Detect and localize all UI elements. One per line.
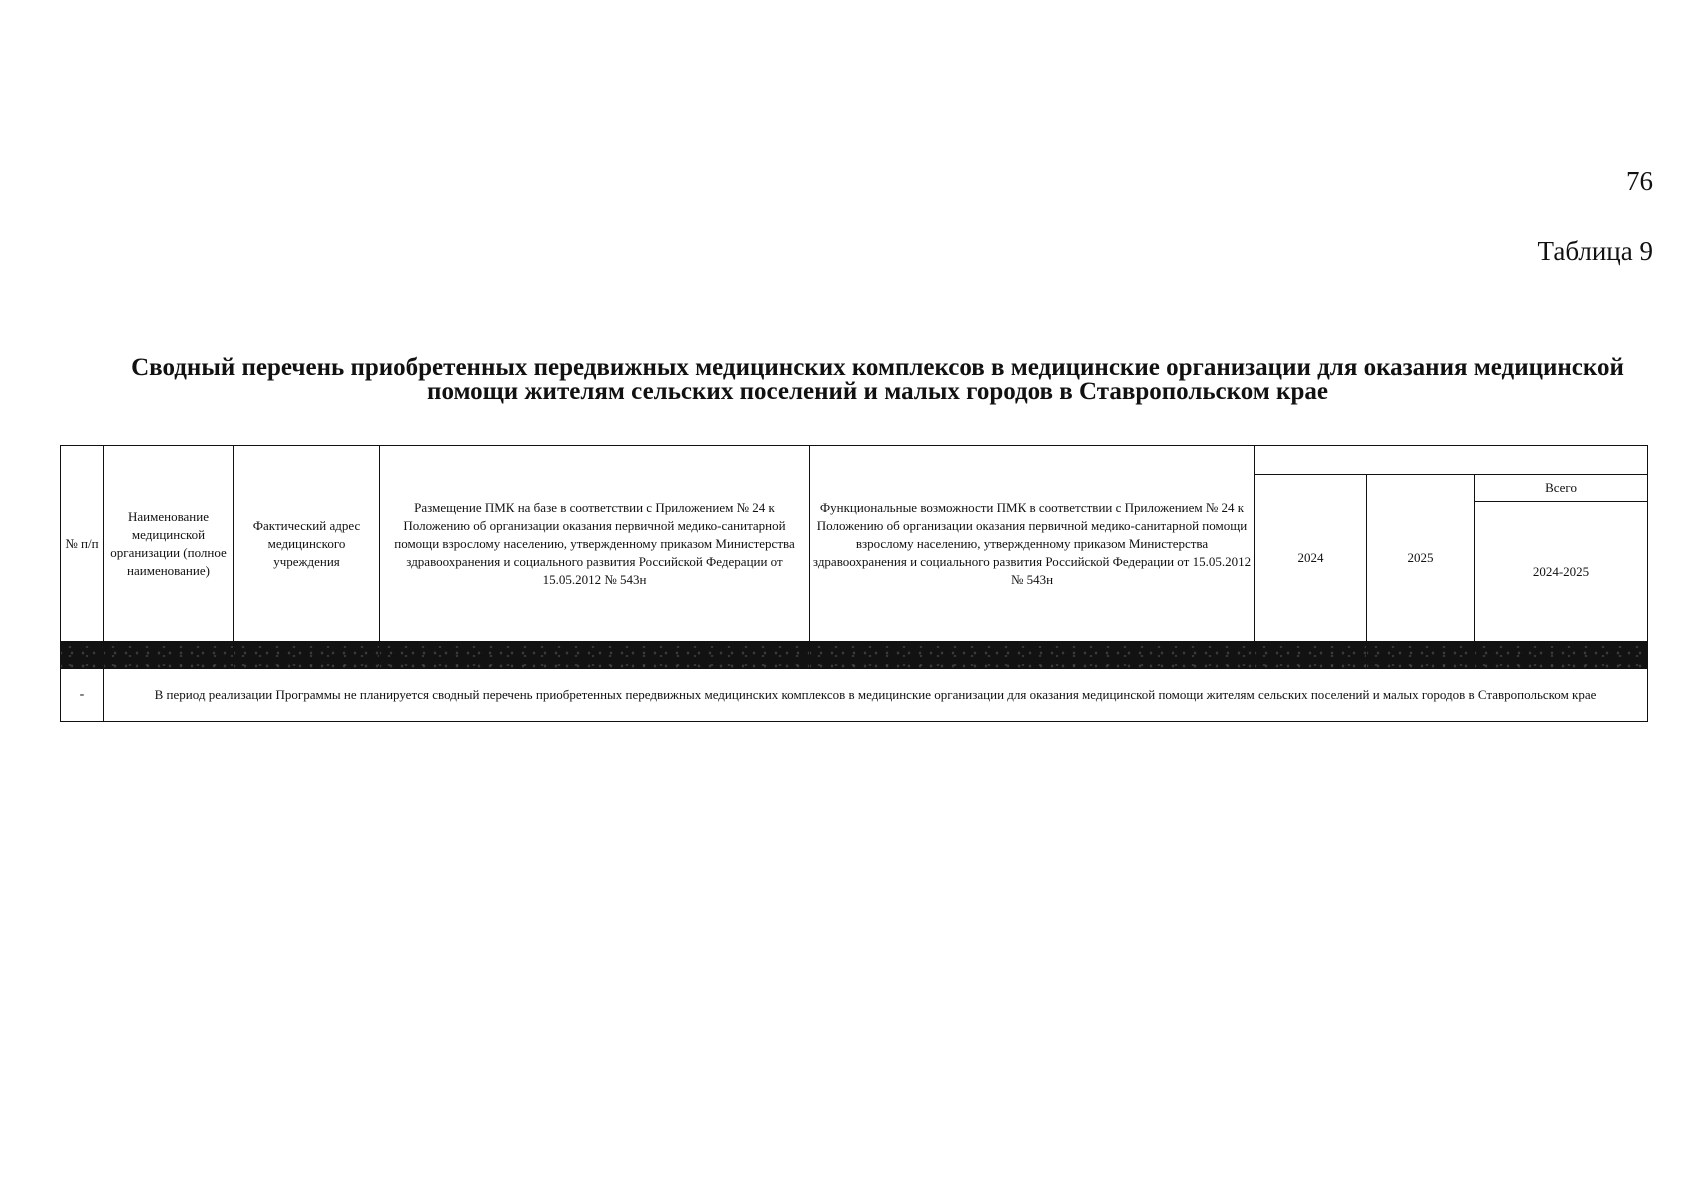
table-row bbox=[61, 669, 1648, 722]
header-total-period: 2024-2025 bbox=[1475, 502, 1648, 642]
page-number: 76 bbox=[1626, 166, 1653, 196]
row-note: В период реализации Программы не планируется сводный перечень приобретенных передвижных медицинских комплексов в медицинские организации для оказания медицинской помощи жителям сельских поселений и малых городов в Ставропольском крае bbox=[104, 669, 1648, 722]
table-label: Таблица 9 bbox=[1537, 236, 1653, 266]
header-num: № п/п bbox=[61, 446, 104, 642]
header-total: Всего bbox=[1475, 475, 1648, 502]
header-top-empty bbox=[1255, 446, 1648, 475]
header-year-2025: 2025 bbox=[1367, 475, 1475, 642]
summary-table bbox=[60, 445, 1648, 722]
header-address: Фактический адрес медицинского учреждения bbox=[234, 446, 380, 642]
document-title: Сводный перечень приобретенных передвижных медицинских комплексов в медицинские организации для оказания медицинской помощи жителям сельских поселений и малых городов в Ставропольском крае bbox=[131, 354, 1624, 405]
column-number-row bbox=[61, 642, 1648, 669]
row-num: - bbox=[61, 669, 104, 722]
header-org-name: Наименование медицинской организации (полное наименование) bbox=[104, 446, 234, 642]
header-placement: Размещение ПМК на базе в соответствии с Приложением № 24 к Положению об организации оказания первичной медико-санитарной помощи взрослому населению, утвержденному приказом Министерства здравоохранения и социального развития Российской Федерации от 15.05.2012 № 543н bbox=[380, 446, 810, 642]
header-year-2024: 2024 bbox=[1255, 475, 1367, 642]
header-functions: Функциональные возможности ПМК в соответствии с Приложением № 24 к Положению об организации оказания первичной медико-санитарной помощи взрослому населению, утвержденному приказом Министерства здравоохранения и социального развития Российской Федерации от 15.05.2012 № 543н bbox=[810, 446, 1255, 642]
